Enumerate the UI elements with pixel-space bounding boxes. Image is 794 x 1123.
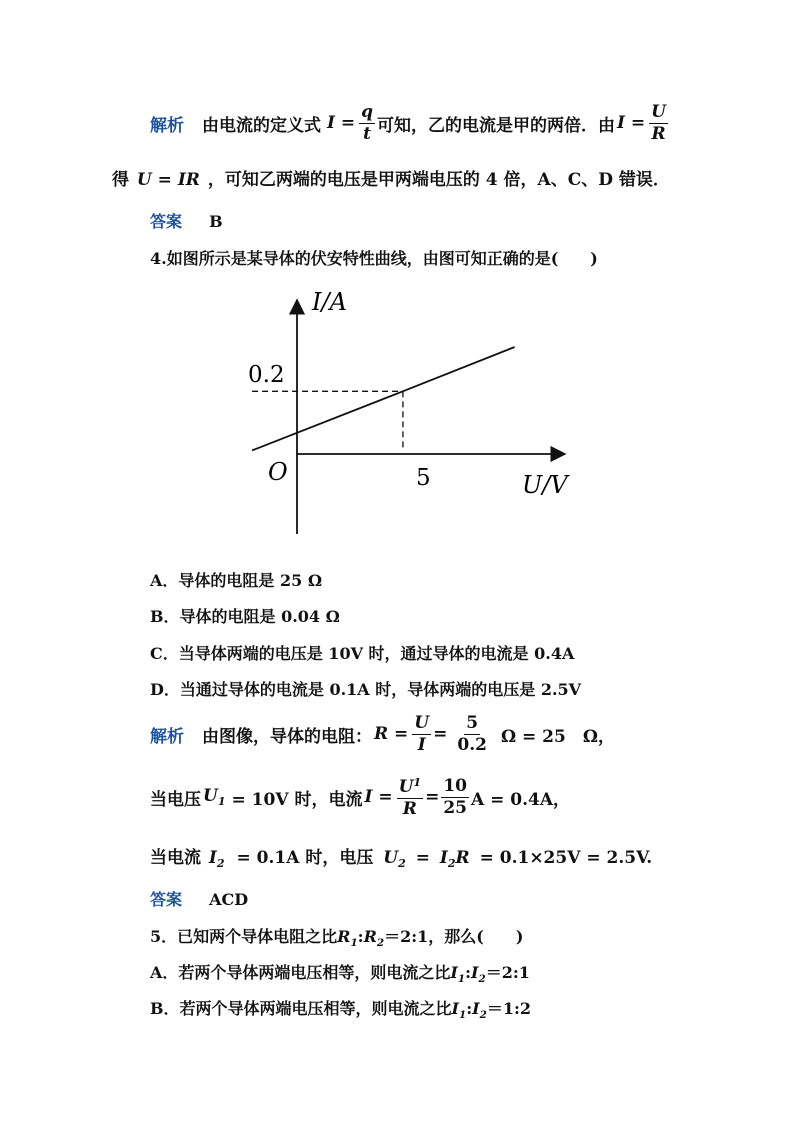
q5-option-a-text: A．若两个导体两端电压相等，则电流之比 bbox=[150, 963, 451, 982]
q4-analysis-line3 bbox=[150, 843, 652, 870]
q5-b-i2: $I_2$ bbox=[472, 999, 487, 1021]
x-tick-label: 5 bbox=[416, 465, 431, 491]
fraction-numerator: 5 bbox=[466, 712, 479, 733]
fraction-q-over-t bbox=[359, 101, 375, 144]
q3-eq-i2: I = bbox=[617, 113, 646, 133]
q5-a-colon: : bbox=[465, 963, 472, 982]
q5-colon: : bbox=[357, 927, 364, 946]
q5-stem-tail: ＝2:1，那么( ) bbox=[384, 927, 524, 946]
fraction-numerator: q bbox=[361, 101, 374, 122]
q3-analysis-text-d: ，可知乙两端的电压是甲两端电压的 4 倍，A、C、D 错误． bbox=[207, 170, 670, 190]
fraction-denominator: 25 bbox=[443, 797, 468, 818]
q4-line2-tail: A = 0.4A， bbox=[471, 789, 571, 810]
q5-stem bbox=[150, 924, 523, 949]
q4-eq-equals: = bbox=[433, 724, 448, 744]
answer-label: 答案 bbox=[150, 890, 183, 909]
y-axis-label: I/A bbox=[312, 288, 347, 316]
q5-a-i2: $I_2$ bbox=[471, 963, 486, 985]
q5-r2: $R_2$ bbox=[363, 927, 385, 949]
q4-line2-u: $U_1$ bbox=[203, 786, 226, 808]
origin-label: O bbox=[268, 458, 288, 486]
fraction-numerator: $U^1$ bbox=[398, 775, 422, 797]
q3-analysis-line1 bbox=[150, 100, 670, 146]
q5-option-b bbox=[150, 996, 531, 1021]
q4-option-a: A．导体的电阻是 25 Ω bbox=[150, 571, 323, 590]
iv-characteristic-chart bbox=[240, 282, 590, 542]
q3-eq-uir: U = IR bbox=[136, 170, 200, 190]
q4-line3-tail: = 0.1×25V = 2.5V. bbox=[479, 848, 653, 868]
q4-option-b: B．导体的电阻是 0.04 Ω bbox=[150, 607, 340, 626]
analysis-label: 解析 bbox=[150, 115, 184, 136]
fraction-numerator: 10 bbox=[443, 775, 468, 796]
x-axis-label: U/V bbox=[522, 471, 568, 499]
q3-analysis-text-b: 可知，乙的电流是甲的两倍．由 bbox=[377, 115, 616, 136]
fraction-denominator: R bbox=[651, 123, 666, 144]
q4-option-d: D．当通过导体的电流是 0.1A 时，导体两端的电压是 2.5V bbox=[150, 680, 582, 699]
q4-line2-text-b: = 10V 时，电流 bbox=[231, 789, 363, 810]
q5-option-a-tail: ＝2:1 bbox=[485, 963, 530, 982]
q4-line3-equals: = bbox=[415, 848, 430, 868]
fraction-numerator: U bbox=[414, 712, 430, 733]
q4-analysis-text: 由图像，导体的电阻： bbox=[202, 726, 372, 747]
q3-analysis-text-c: 得 bbox=[112, 170, 129, 190]
q3-eq-i: I = bbox=[327, 113, 356, 133]
analysis-label: 解析 bbox=[150, 726, 184, 747]
answer-label: 答案 bbox=[150, 212, 183, 231]
fraction-u-over-i bbox=[412, 712, 431, 755]
q4-answer-line bbox=[150, 887, 248, 910]
q4-line3-i2r: $I_2R$ bbox=[439, 848, 470, 870]
q4-eq-r: R = bbox=[374, 724, 409, 744]
q4-answer-value: ACD bbox=[209, 890, 249, 909]
q4-line3-i: $I_2$ bbox=[208, 848, 225, 870]
q5-option-b-text: B．若两个导体两端电压相等，则电流之比 bbox=[150, 999, 452, 1018]
q4-line3-text-b: = 0.1A 时，电压 bbox=[236, 848, 374, 868]
q4-stem: 4.如图所示是某导体的伏安特性曲线，由图可知正确的是( ) bbox=[150, 249, 598, 268]
q4-option-c: C．当导体两端的电压是 10V 时，通过导体的电流是 0.4A bbox=[150, 644, 575, 663]
fraction-denominator: 0.2 bbox=[457, 734, 487, 755]
fraction-5-over-0-2 bbox=[455, 712, 489, 755]
fraction-u1-over-r bbox=[397, 777, 424, 818]
q4-line3-text-a: 当电流 bbox=[150, 848, 201, 868]
q5-b-colon: : bbox=[466, 999, 473, 1018]
q4-line2-i: I = bbox=[364, 787, 393, 807]
q5-b-i1: $I_1$ bbox=[451, 999, 467, 1021]
q4-line2-text-a: 当电压 bbox=[150, 789, 201, 810]
fraction-numerator: U bbox=[651, 101, 666, 122]
q5-option-a bbox=[150, 960, 530, 985]
q3-answer-value: B bbox=[209, 212, 223, 231]
q3-analysis-text-a: 由电流的定义式 bbox=[202, 115, 321, 136]
q4-line3-u: $U_2$ bbox=[383, 848, 406, 870]
q4-line2-equals: = bbox=[425, 787, 440, 807]
y-tick-label: 0.2 bbox=[248, 362, 285, 388]
q4-analysis-line1 bbox=[150, 710, 615, 758]
fraction-denominator: t bbox=[363, 123, 371, 144]
fraction-10-over-25 bbox=[441, 775, 469, 818]
q3-answer-line bbox=[150, 209, 223, 232]
q5-r1: $R_1$ bbox=[337, 927, 358, 949]
q4-analysis-tail: Ω = 25 Ω， bbox=[500, 726, 615, 747]
fraction-denominator: I bbox=[417, 734, 426, 755]
q5-stem-text: 5．已知两个导体电阻之比 bbox=[150, 927, 338, 946]
iv-series-line bbox=[252, 347, 514, 450]
q3-analysis-line2 bbox=[112, 165, 670, 190]
fraction-denominator: R bbox=[402, 798, 417, 819]
q5-option-b-tail: ＝1:2 bbox=[486, 999, 532, 1018]
q5-a-i1: $I_1$ bbox=[450, 963, 466, 985]
q4-analysis-line2 bbox=[150, 772, 570, 822]
fraction-u-over-r bbox=[649, 101, 668, 144]
